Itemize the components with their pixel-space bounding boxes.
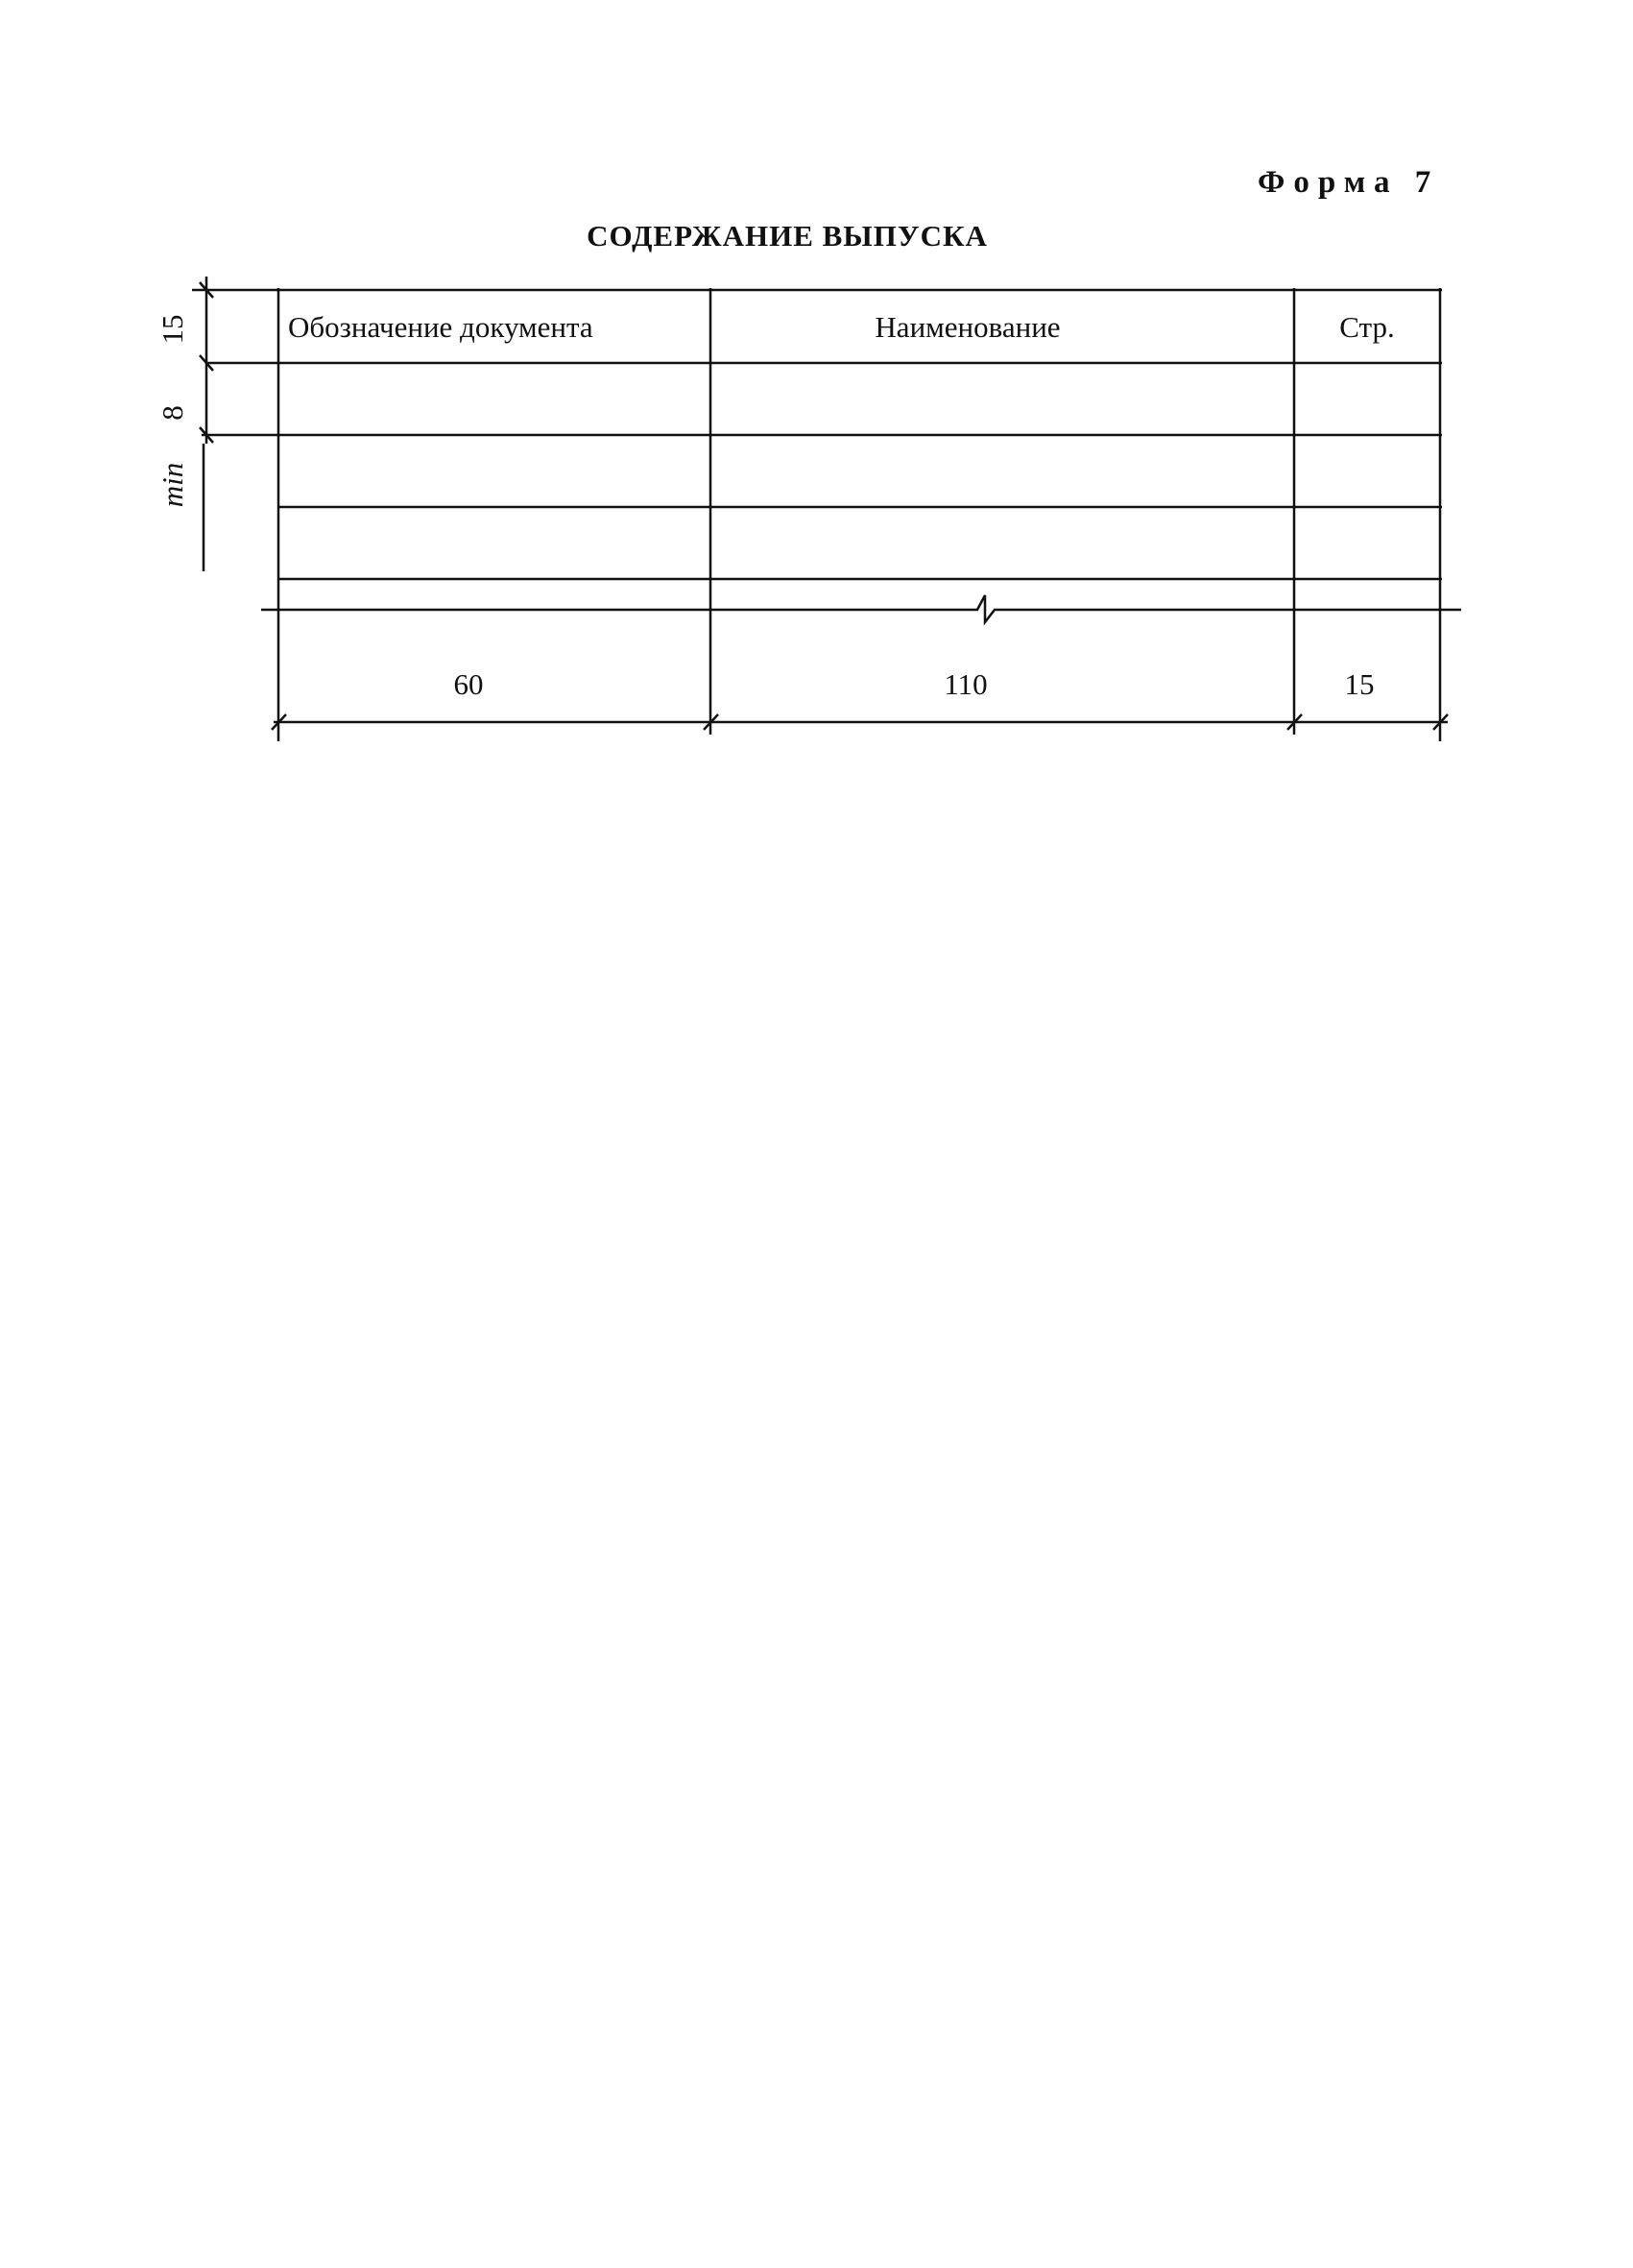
break-line — [261, 595, 1461, 622]
column-width-dimension — [272, 610, 1448, 741]
column-width-label: 110 — [944, 667, 988, 701]
row-height-dimension — [156, 277, 278, 571]
column-header-name: Наименование — [875, 310, 1061, 344]
column-width-label: 15 — [1344, 667, 1375, 701]
body-row-height-label: 8 — [156, 405, 189, 421]
column-width-label: 60 — [453, 667, 484, 701]
table-rows — [202, 363, 1461, 622]
column-header-page: Стр. — [1339, 310, 1395, 344]
header-row-height-label: 15 — [156, 314, 189, 345]
document-title: СОДЕРЖАНИЕ ВЫПУСКА — [587, 219, 988, 253]
column-header-designation: Обозначение документа — [288, 310, 593, 344]
body-row-qualifier-label: min — [156, 462, 189, 508]
form-number-label: Форма 7 — [1258, 165, 1440, 200]
